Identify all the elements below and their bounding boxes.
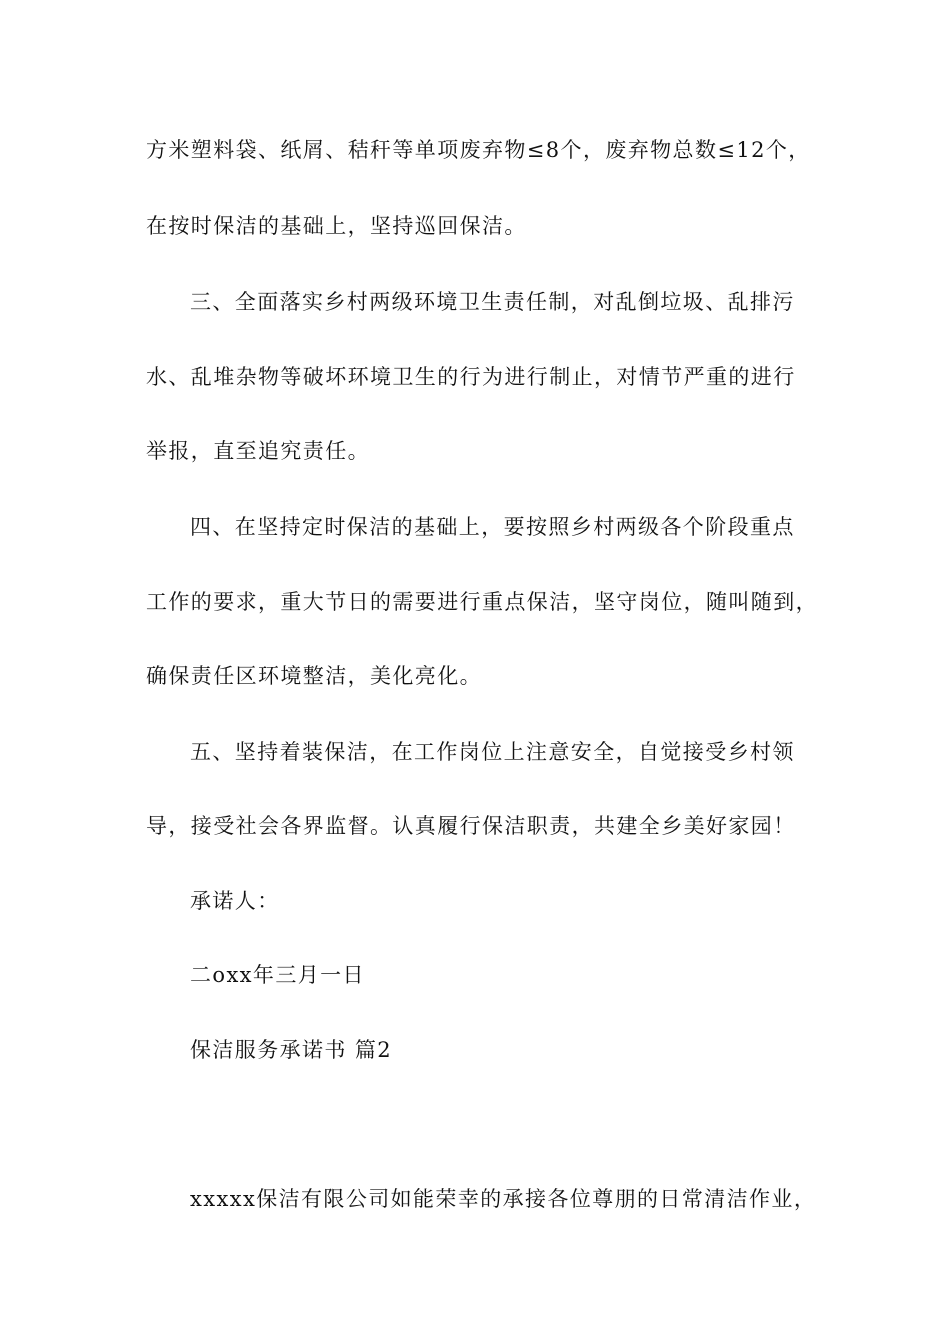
- paragraph-line: 三、全面落实乡村两级环境卫生责任制，对乱倒垃圾、乱排污: [190, 290, 795, 314]
- paragraph-line: 水、乱堆杂物等破坏环境卫生的行为进行制止，对情节严重的进行: [146, 365, 796, 389]
- paragraph-line: 在按时保洁的基础上，坚持巡回保洁。: [146, 214, 527, 238]
- paragraph-line: 举报，直至追究责任。: [146, 439, 370, 463]
- signatory-label: 承诺人：: [190, 889, 280, 913]
- paragraph-line: 工作的要求，重大节日的需要进行重点保洁，坚守岗位，随叫随到，: [146, 590, 818, 614]
- paragraph-line: 方米塑料袋、纸屑、秸秆等单项废弃物≤8个，废弃物总数≤12个，: [146, 138, 811, 162]
- section-title: 保洁服务承诺书 篇2: [190, 1038, 393, 1062]
- paragraph-line: xxxxx保洁有限公司如能荣幸的承接各位尊朋的日常清洁作业，: [190, 1187, 817, 1211]
- date-line: 二oxx年三月一日: [190, 963, 365, 987]
- paragraph-line: 确保责任区环境整洁，美化亮化。: [146, 664, 482, 688]
- paragraph-line: 五、坚持着装保洁，在工作岗位上注意安全，自觉接受乡村领: [190, 740, 795, 764]
- paragraph-line: 四、在坚持定时保洁的基础上，要按照乡村两级各个阶段重点: [190, 515, 795, 539]
- paragraph-line: 导，接受社会各界监督。认真履行保洁职责，共建全乡美好家园！: [146, 814, 796, 838]
